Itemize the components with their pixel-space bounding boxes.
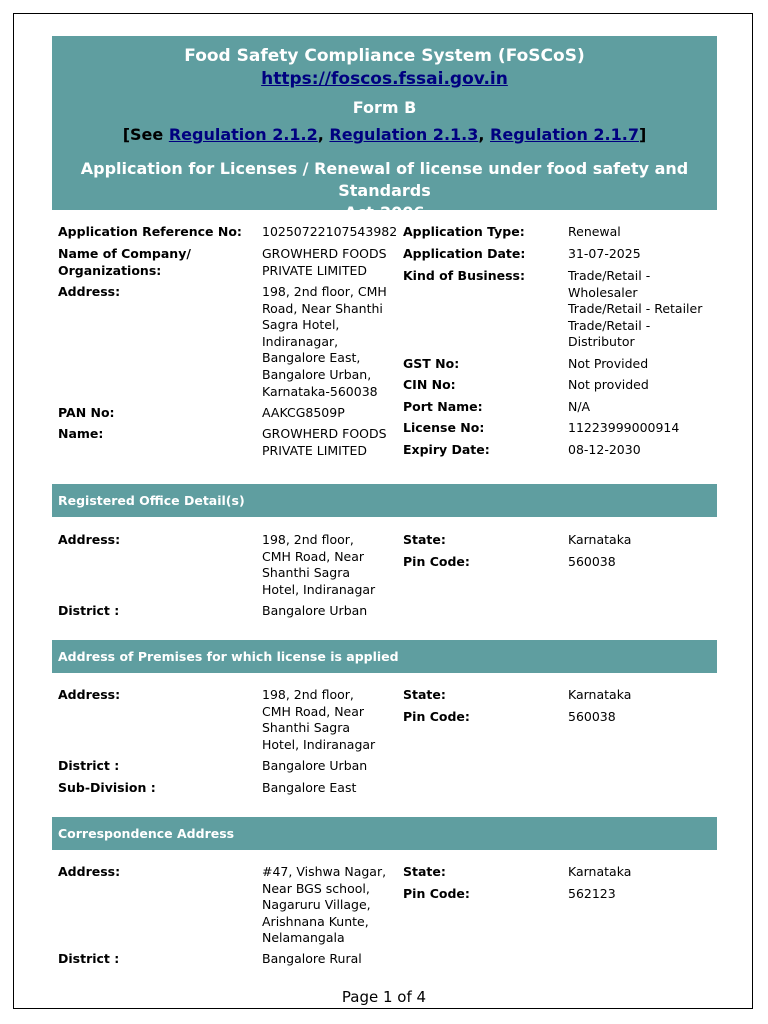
address-line: Near BGS school, — [262, 880, 370, 896]
company-label-line-2: Organizations: — [58, 262, 162, 278]
address-label: Address: — [58, 284, 121, 299]
regulation-2-1-2-link[interactable]: Regulation 2.1.2 — [168, 125, 318, 144]
pr-pin-value: 560038 — [568, 709, 616, 724]
ro-state-label: State: — [403, 532, 446, 547]
form-name: Form B — [352, 98, 417, 117]
reg-prefix: [See — [122, 125, 169, 144]
pan-value: AAKCG8509P — [262, 405, 345, 420]
license-value: 11223999000914 — [568, 420, 680, 435]
address-line: Indiranagar, — [262, 333, 339, 349]
regulation-2-1-3-link[interactable]: Regulation 2.1.3 — [329, 125, 479, 144]
pan-label: PAN No: — [58, 405, 115, 420]
gst-label: GST No: — [403, 356, 460, 371]
company-value-line-2: PRIVATE LIMITED — [262, 262, 368, 278]
app-date-label: Application Date: — [403, 246, 526, 261]
port-value: N/A — [568, 399, 591, 414]
kind-line: Trade/Retail - — [568, 317, 651, 333]
name-label: Name: — [58, 426, 104, 441]
address-line: Karnataka-560038 — [262, 383, 378, 399]
expiry-value: 08-12-2030 — [568, 442, 641, 457]
address-line: Shanthi Sagra — [262, 720, 351, 736]
ro-address-value — [262, 532, 390, 598]
reg-sep-1: , — [317, 125, 330, 144]
cin-value: Not provided — [568, 377, 649, 392]
port-label: Port Name: — [403, 399, 483, 414]
name-value — [262, 426, 390, 459]
pr-state-value: Karnataka — [568, 687, 632, 702]
co-district-value: Bangalore Rural — [262, 951, 362, 966]
system-title: Food Safety Compliance System (FoSCoS) — [184, 46, 585, 66]
address-line: Arishnana Kunte, — [262, 913, 369, 929]
co-address-label: Address: — [58, 864, 121, 879]
correspondence-heading: Correspondence Address — [52, 817, 717, 850]
address-line: Nelamangala — [262, 930, 345, 946]
pr-district-label: District : — [58, 758, 120, 773]
pr-address-label: Address: — [58, 687, 121, 702]
premises-heading: Address of Premises for which license is applied — [52, 640, 717, 673]
ro-pin-value: 560038 — [568, 554, 616, 569]
address-line: Shanthi Sagra — [262, 565, 351, 581]
app-type-label: Application Type: — [403, 224, 525, 239]
address-line: 198, 2nd floor, — [262, 687, 354, 702]
name-value-line-2: PRIVATE LIMITED — [262, 442, 368, 458]
address-line: Hotel, Indiranagar — [262, 581, 376, 597]
ro-address-label: Address: — [58, 532, 121, 547]
gst-value: Not Provided — [568, 356, 649, 371]
ro-pin-label: Pin Code: — [403, 554, 470, 569]
app-type-value: Renewal — [568, 224, 621, 239]
co-pin-value: 562123 — [568, 886, 616, 901]
address-line: Sagra Hotel, — [262, 317, 340, 333]
address-line: Hotel, Indiranagar — [262, 736, 376, 752]
pr-address-value — [262, 687, 390, 753]
co-state-value: Karnataka — [568, 864, 632, 879]
expiry-label: Expiry Date: — [403, 442, 490, 457]
reg-sep-2: , — [478, 125, 491, 144]
address-line: Road, Near Shanthi — [262, 300, 383, 316]
kind-of-business-label: Kind of Business: — [403, 268, 525, 283]
ro-district-value: Bangalore Urban — [262, 603, 368, 618]
pr-district-value: Bangalore Urban — [262, 758, 368, 773]
kind-of-business-value — [568, 268, 708, 351]
foscos-link-line — [52, 68, 717, 90]
kind-line: Trade/Retail - Retailer — [568, 301, 703, 317]
registered-office-heading: Registered Office Detail(s) — [52, 484, 717, 517]
company-value-line-1: GROWHERD FOODS — [262, 246, 387, 261]
app-ref-value: 10250722107543982 — [262, 224, 398, 239]
company-label-line-1: Name of Company/ — [58, 246, 191, 261]
form-header — [52, 36, 717, 222]
co-pin-label: Pin Code: — [403, 886, 470, 901]
cin-label: CIN No: — [403, 377, 456, 392]
address-line: 198, 2nd floor, CMH — [262, 284, 387, 299]
pr-pin-label: Pin Code: — [403, 709, 470, 724]
name-value-line-1: GROWHERD FOODS — [262, 426, 387, 441]
address-line: Bangalore Urban, — [262, 366, 372, 382]
pr-subdivision-label: Sub-Division : — [58, 780, 156, 795]
application-title-line-2: Act,2006 — [344, 203, 425, 222]
reg-suffix: ] — [638, 125, 647, 144]
application-title-line-1: Application for Licenses / Renewal of license under food safety and Standards — [80, 159, 689, 200]
address-line: #47, Vishwa Nagar, — [262, 864, 387, 879]
foscos-link[interactable]: https://foscos.fssai.gov.in — [261, 69, 508, 89]
address-value — [262, 284, 390, 400]
pr-subdivision-value: Bangalore East — [262, 780, 357, 795]
ro-state-value: Karnataka — [568, 532, 632, 547]
address-line: CMH Road, Near — [262, 548, 365, 564]
co-state-label: State: — [403, 864, 446, 879]
kind-line: Distributor — [568, 334, 635, 350]
company-label — [58, 246, 253, 279]
regulation-2-1-7-link[interactable]: Regulation 2.1.7 — [490, 125, 639, 144]
pr-state-label: State: — [403, 687, 446, 702]
address-line: CMH Road, Near — [262, 703, 365, 719]
application-title — [52, 158, 717, 224]
address-line: Bangalore East, — [262, 350, 361, 366]
app-date-value: 31-07-2025 — [568, 246, 641, 261]
regulation-line — [52, 124, 717, 146]
kind-line: Trade/Retail - — [568, 268, 651, 283]
page-number: Page 1 of 4 — [341, 988, 427, 1006]
company-value — [262, 246, 390, 279]
co-district-label: District : — [58, 951, 120, 966]
address-line: Nagaruru Village, — [262, 897, 371, 913]
kind-line: Wholesaler — [568, 284, 638, 300]
address-line: 198, 2nd floor, — [262, 532, 354, 547]
co-address-value — [262, 864, 390, 947]
ro-district-label: District : — [58, 603, 120, 618]
app-ref-label: Application Reference No: — [58, 224, 242, 239]
license-label: License No: — [403, 420, 485, 435]
